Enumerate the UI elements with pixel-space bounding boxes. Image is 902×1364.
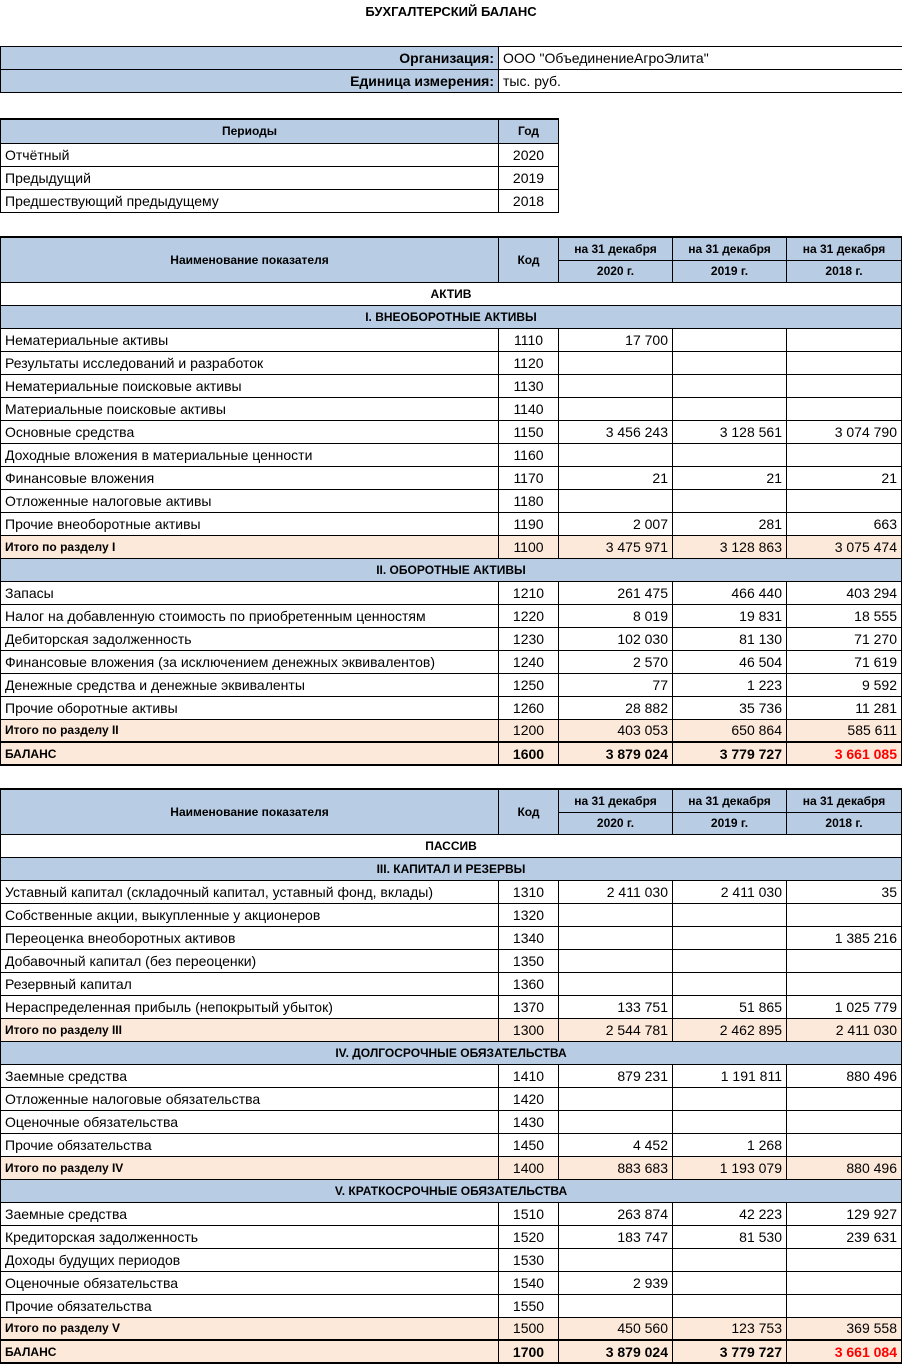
value-cell[interactable]: 2 411 030 [673,880,787,903]
value-cell[interactable] [787,351,902,374]
row-name: Переоценка внеоборотных активов [1,926,499,949]
value-cell[interactable] [787,1110,902,1133]
col-header-date: на 31 декабря [787,237,902,260]
section-title: I. ВНЕОБОРОТНЫЕ АКТИВЫ [1,305,902,328]
row-code: 1410 [499,1064,559,1087]
row-code: 1160 [499,443,559,466]
table-row [1,1248,902,1271]
row-code: 1310 [499,880,559,903]
row-name: Нераспределенная прибыль (непокрытый убыток) [1,995,499,1018]
row-name: Дебиторская задолженность [1,627,499,650]
row-name: Доходы будущих периодов [1,1248,499,1271]
row-name: Итого по разделу IV [1,1156,499,1179]
value-cell[interactable]: 3 475 971 [559,535,673,558]
period-year[interactable]: 2019 [499,166,559,189]
value-cell[interactable]: 71 619 [787,650,902,673]
row-name: БАЛАНС [1,1340,499,1363]
row-code: 1520 [499,1225,559,1248]
row-name: Собственные акции, выкупленные у акционеров [1,903,499,926]
value-cell[interactable] [559,949,673,972]
period-label: Предшествующий предыдущему [1,189,499,212]
value-cell[interactable]: 2 570 [559,650,673,673]
value-cell[interactable] [673,328,787,351]
row-code: 1170 [499,466,559,489]
value-cell[interactable] [673,374,787,397]
value-cell[interactable] [787,374,902,397]
table-row [1,604,902,627]
value-cell[interactable] [787,443,902,466]
value-cell[interactable]: 3 661 085 [787,742,902,765]
row-code: 1420 [499,1087,559,1110]
value-cell[interactable]: 46 504 [673,650,787,673]
table-row [1,420,902,443]
value-cell[interactable] [673,1271,787,1294]
page-title: БУХГАЛТЕРСКИЙ БАЛАНС [365,4,537,19]
value-cell[interactable]: 19 831 [673,604,787,627]
periods-table [0,118,559,213]
value-cell[interactable]: 123 753 [673,1317,787,1340]
value-cell[interactable]: 3 074 790 [787,420,902,443]
value-cell[interactable]: 8 019 [559,604,673,627]
table-row [1,949,902,972]
col-header-date: на 31 декабря [673,237,787,260]
col-header-year: 2020 г. [559,260,673,282]
value-cell[interactable] [787,972,902,995]
col-header-date: на 31 декабря [559,237,673,260]
table-row [1,374,902,397]
value-cell[interactable] [673,903,787,926]
period-year[interactable]: 2020 [499,143,559,166]
value-cell[interactable]: 102 030 [559,627,673,650]
value-cell[interactable] [559,489,673,512]
period-year[interactable]: 2018 [499,189,559,212]
table-row [1,995,902,1018]
table-row [1,972,902,995]
value-cell[interactable]: 880 496 [787,1156,902,1179]
value-cell[interactable]: 663 [787,512,902,535]
row-code: 1700 [499,1340,559,1363]
row-code: 1400 [499,1156,559,1179]
section-title: II. ОБОРОТНЫЕ АКТИВЫ [1,558,902,581]
periods-header: Периоды [1,119,499,143]
value-cell[interactable] [787,1294,902,1317]
value-cell[interactable] [787,1087,902,1110]
value-cell[interactable] [559,1248,673,1271]
row-name: Итого по разделу I [1,535,499,558]
row-code: 1430 [499,1110,559,1133]
row-name: Доходные вложения в материальные ценности [1,443,499,466]
row-code: 1130 [499,374,559,397]
table-row [1,650,902,673]
value-cell[interactable] [673,1248,787,1271]
row-name: Уставный капитал (складочный капитал, уставный фонд, вклады) [1,880,499,903]
table-row [1,880,902,903]
value-cell[interactable] [559,351,673,374]
value-cell[interactable]: 879 231 [559,1064,673,1087]
row-name: Итого по разделу V [1,1317,499,1340]
row-name: Запасы [1,581,499,604]
section-title: IV. ДОЛГОСРОЧНЫЕ ОБЯЗАТЕЛЬСТВА [1,1041,902,1064]
value-cell[interactable]: 21 [673,466,787,489]
value-cell[interactable]: 263 874 [559,1202,673,1225]
row-name: Заемные средства [1,1202,499,1225]
table-row [1,1064,902,1087]
value-cell[interactable]: 650 864 [673,719,787,742]
value-cell[interactable] [787,489,902,512]
table-row [1,1133,902,1156]
col-header-date: на 31 декабря [559,789,673,812]
row-code: 1350 [499,949,559,972]
value-cell[interactable]: 42 223 [673,1202,787,1225]
row-code: 1180 [499,489,559,512]
table-row [1,397,902,420]
row-name: Отложенные налоговые обязательства [1,1087,499,1110]
row-name: Прочие оборотные активы [1,696,499,719]
period-label: Предыдущий [1,166,499,189]
value-cell[interactable]: 3 456 243 [559,420,673,443]
row-name: Прочие обязательства [1,1294,499,1317]
row-code: 1200 [499,719,559,742]
col-header-year: 2018 г. [787,260,902,282]
row-name: Денежные средства и денежные эквиваленты [1,673,499,696]
value-cell[interactable] [673,1294,787,1317]
row-name: Прочие внеоборотные активы [1,512,499,535]
col-header-year: 2018 г. [787,812,902,834]
value-cell[interactable] [559,903,673,926]
balance-row [1,742,902,765]
row-name: Основные средства [1,420,499,443]
value-cell[interactable]: 2 411 030 [787,1018,902,1041]
row-name: Налог на добавленную стоимость по приобретенным ценностям [1,604,499,627]
value-cell[interactable]: 3 879 024 [559,1340,673,1363]
value-cell[interactable] [559,443,673,466]
value-cell[interactable]: 450 560 [559,1317,673,1340]
section-title: V. КРАТКОСРОЧНЫЕ ОБЯЗАТЕЛЬСТВА [1,1179,902,1202]
row-name: Нематериальные активы [1,328,499,351]
org-info-table [0,46,902,93]
value-cell[interactable] [559,397,673,420]
row-name: Оценочные обязательства [1,1110,499,1133]
value-cell[interactable] [673,351,787,374]
table-row [1,512,902,535]
value-cell[interactable] [559,374,673,397]
period-label: Отчётный [1,143,499,166]
row-name: Заемные средства [1,1064,499,1087]
row-code: 1300 [499,1018,559,1041]
row-code: 1340 [499,926,559,949]
value-cell[interactable] [559,1087,673,1110]
unit-value[interactable]: тыс. руб. [499,70,902,93]
row-code: 1540 [499,1271,559,1294]
row-name: Прочие обязательства [1,1133,499,1156]
row-code: 1510 [499,1202,559,1225]
row-code: 1530 [499,1248,559,1271]
row-name: Итого по разделу II [1,719,499,742]
total-row [1,1317,902,1340]
value-cell[interactable] [559,926,673,949]
row-code: 1550 [499,1294,559,1317]
row-name: Оценочные обязательства [1,1271,499,1294]
row-name: Нематериальные поисковые активы [1,374,499,397]
value-cell[interactable]: 3 128 561 [673,420,787,443]
row-code: 1190 [499,512,559,535]
value-cell[interactable]: 28 882 [559,696,673,719]
unit-label: Единица измерения: [1,70,499,93]
table-row [1,1087,902,1110]
value-cell[interactable]: 1 385 216 [787,926,902,949]
value-cell[interactable]: 2 007 [559,512,673,535]
value-cell[interactable]: 466 440 [673,581,787,604]
value-cell[interactable]: 2 544 781 [559,1018,673,1041]
table-row [1,696,902,719]
value-cell[interactable] [673,1110,787,1133]
col-header-date: на 31 декабря [673,789,787,812]
value-cell[interactable]: 21 [787,466,902,489]
value-cell[interactable]: 3 879 024 [559,742,673,765]
value-cell[interactable] [673,1087,787,1110]
value-cell[interactable]: 11 281 [787,696,902,719]
table-row [1,489,902,512]
value-cell[interactable]: 239 631 [787,1225,902,1248]
value-cell[interactable] [787,949,902,972]
value-cell[interactable]: 1 191 811 [673,1064,787,1087]
row-code: 1210 [499,581,559,604]
row-code: 1450 [499,1133,559,1156]
row-code: 1120 [499,351,559,374]
col-header-code: Код [499,789,559,834]
row-code: 1360 [499,972,559,995]
col-header-year: 2019 г. [673,812,787,834]
value-cell[interactable] [787,1133,902,1156]
value-cell[interactable]: 133 751 [559,995,673,1018]
table-row [1,926,902,949]
org-label: Организация: [1,47,499,70]
value-cell[interactable] [559,1110,673,1133]
table-row [1,328,902,351]
table-row [1,673,902,696]
value-cell[interactable] [673,972,787,995]
table-row [1,443,902,466]
row-code: 1110 [499,328,559,351]
value-cell[interactable] [673,489,787,512]
row-name: Финансовые вложения [1,466,499,489]
value-cell[interactable]: 77 [559,673,673,696]
section-title: III. КАПИТАЛ И РЕЗЕРВЫ [1,857,902,880]
value-cell[interactable] [673,949,787,972]
value-cell[interactable]: 1 223 [673,673,787,696]
value-cell[interactable]: 4 452 [559,1133,673,1156]
col-header-code: Код [499,237,559,282]
row-code: 1600 [499,742,559,765]
row-code: 1150 [499,420,559,443]
row-name: Итого по разделу III [1,1018,499,1041]
value-cell[interactable]: 585 611 [787,719,902,742]
row-name: Финансовые вложения (за исключением денежных эквивалентов) [1,650,499,673]
balance-row [1,1340,902,1363]
value-cell[interactable]: 1 268 [673,1133,787,1156]
value-cell[interactable]: 51 865 [673,995,787,1018]
value-cell[interactable]: 883 683 [559,1156,673,1179]
value-cell[interactable]: 3 128 863 [673,535,787,558]
col-header-year: 2019 г. [673,260,787,282]
value-cell[interactable]: 3 779 727 [673,1340,787,1363]
value-cell[interactable]: 2 411 030 [559,880,673,903]
table-row [1,1271,902,1294]
table-row [1,581,902,604]
value-cell[interactable]: 880 496 [787,1064,902,1087]
row-code: 1230 [499,627,559,650]
part-title-passiv: ПАССИВ [1,834,902,857]
row-code: 1220 [499,604,559,627]
table-row [1,466,902,489]
row-name: БАЛАНС [1,742,499,765]
row-name: Отложенные налоговые активы [1,489,499,512]
value-cell[interactable]: 2 939 [559,1271,673,1294]
table-row [1,1294,902,1317]
value-cell[interactable]: 18 555 [787,604,902,627]
value-cell[interactable] [787,328,902,351]
row-name: Резервный капитал [1,972,499,995]
row-code: 1100 [499,535,559,558]
value-cell[interactable]: 1 193 079 [673,1156,787,1179]
table-row [1,351,902,374]
value-cell[interactable]: 3 075 474 [787,535,902,558]
row-code: 1370 [499,995,559,1018]
col-header-name: Наименование показателя [1,237,499,282]
total-row [1,1018,902,1041]
value-cell[interactable]: 81 130 [673,627,787,650]
value-cell[interactable] [787,1248,902,1271]
col-header-year: 2020 г. [559,812,673,834]
value-cell[interactable]: 2 462 895 [673,1018,787,1041]
value-cell[interactable]: 403 294 [787,581,902,604]
row-code: 1250 [499,673,559,696]
value-cell[interactable]: 35 [787,880,902,903]
table-row [1,903,902,926]
value-cell[interactable]: 17 700 [559,328,673,351]
value-cell[interactable] [673,443,787,466]
value-cell[interactable]: 3 661 084 [787,1340,902,1363]
total-row [1,719,902,742]
total-row [1,535,902,558]
value-cell[interactable] [787,903,902,926]
table-row [1,627,902,650]
value-cell[interactable]: 403 053 [559,719,673,742]
value-cell[interactable]: 81 530 [673,1225,787,1248]
value-cell[interactable]: 1 025 779 [787,995,902,1018]
value-cell[interactable]: 129 927 [787,1202,902,1225]
total-row [1,1156,902,1179]
value-cell[interactable]: 369 558 [787,1317,902,1340]
row-code: 1260 [499,696,559,719]
row-name: Кредиторская задолженность [1,1225,499,1248]
value-cell[interactable]: 35 736 [673,696,787,719]
value-cell[interactable]: 71 270 [787,627,902,650]
value-cell[interactable] [559,972,673,995]
row-name: Результаты исследований и разработок [1,351,499,374]
row-code: 1500 [499,1317,559,1340]
table-row [1,1110,902,1133]
value-cell[interactable] [787,1271,902,1294]
row-code: 1320 [499,903,559,926]
value-cell[interactable]: 261 475 [559,581,673,604]
table-row [1,1225,902,1248]
row-code: 1240 [499,650,559,673]
table-row [1,1202,902,1225]
value-cell[interactable]: 3 779 727 [673,742,787,765]
value-cell[interactable] [559,1294,673,1317]
value-cell[interactable]: 21 [559,466,673,489]
org-value[interactable]: ООО "ОбъединениеАгроЭлита" [499,47,902,70]
assets-table [0,236,902,766]
row-name: Добавочный капитал (без переоценки) [1,949,499,972]
value-cell[interactable] [673,397,787,420]
col-header-name: Наименование показателя [1,789,499,834]
value-cell[interactable]: 183 747 [559,1225,673,1248]
row-name: Материальные поисковые активы [1,397,499,420]
value-cell[interactable]: 9 592 [787,673,902,696]
part-title-aktiv: АКТИВ [1,282,902,305]
year-header: Год [499,119,559,143]
value-cell[interactable] [673,926,787,949]
liabilities-table [0,788,902,1364]
col-header-date: на 31 декабря [787,789,902,812]
row-code: 1140 [499,397,559,420]
value-cell[interactable] [787,397,902,420]
value-cell[interactable]: 281 [673,512,787,535]
